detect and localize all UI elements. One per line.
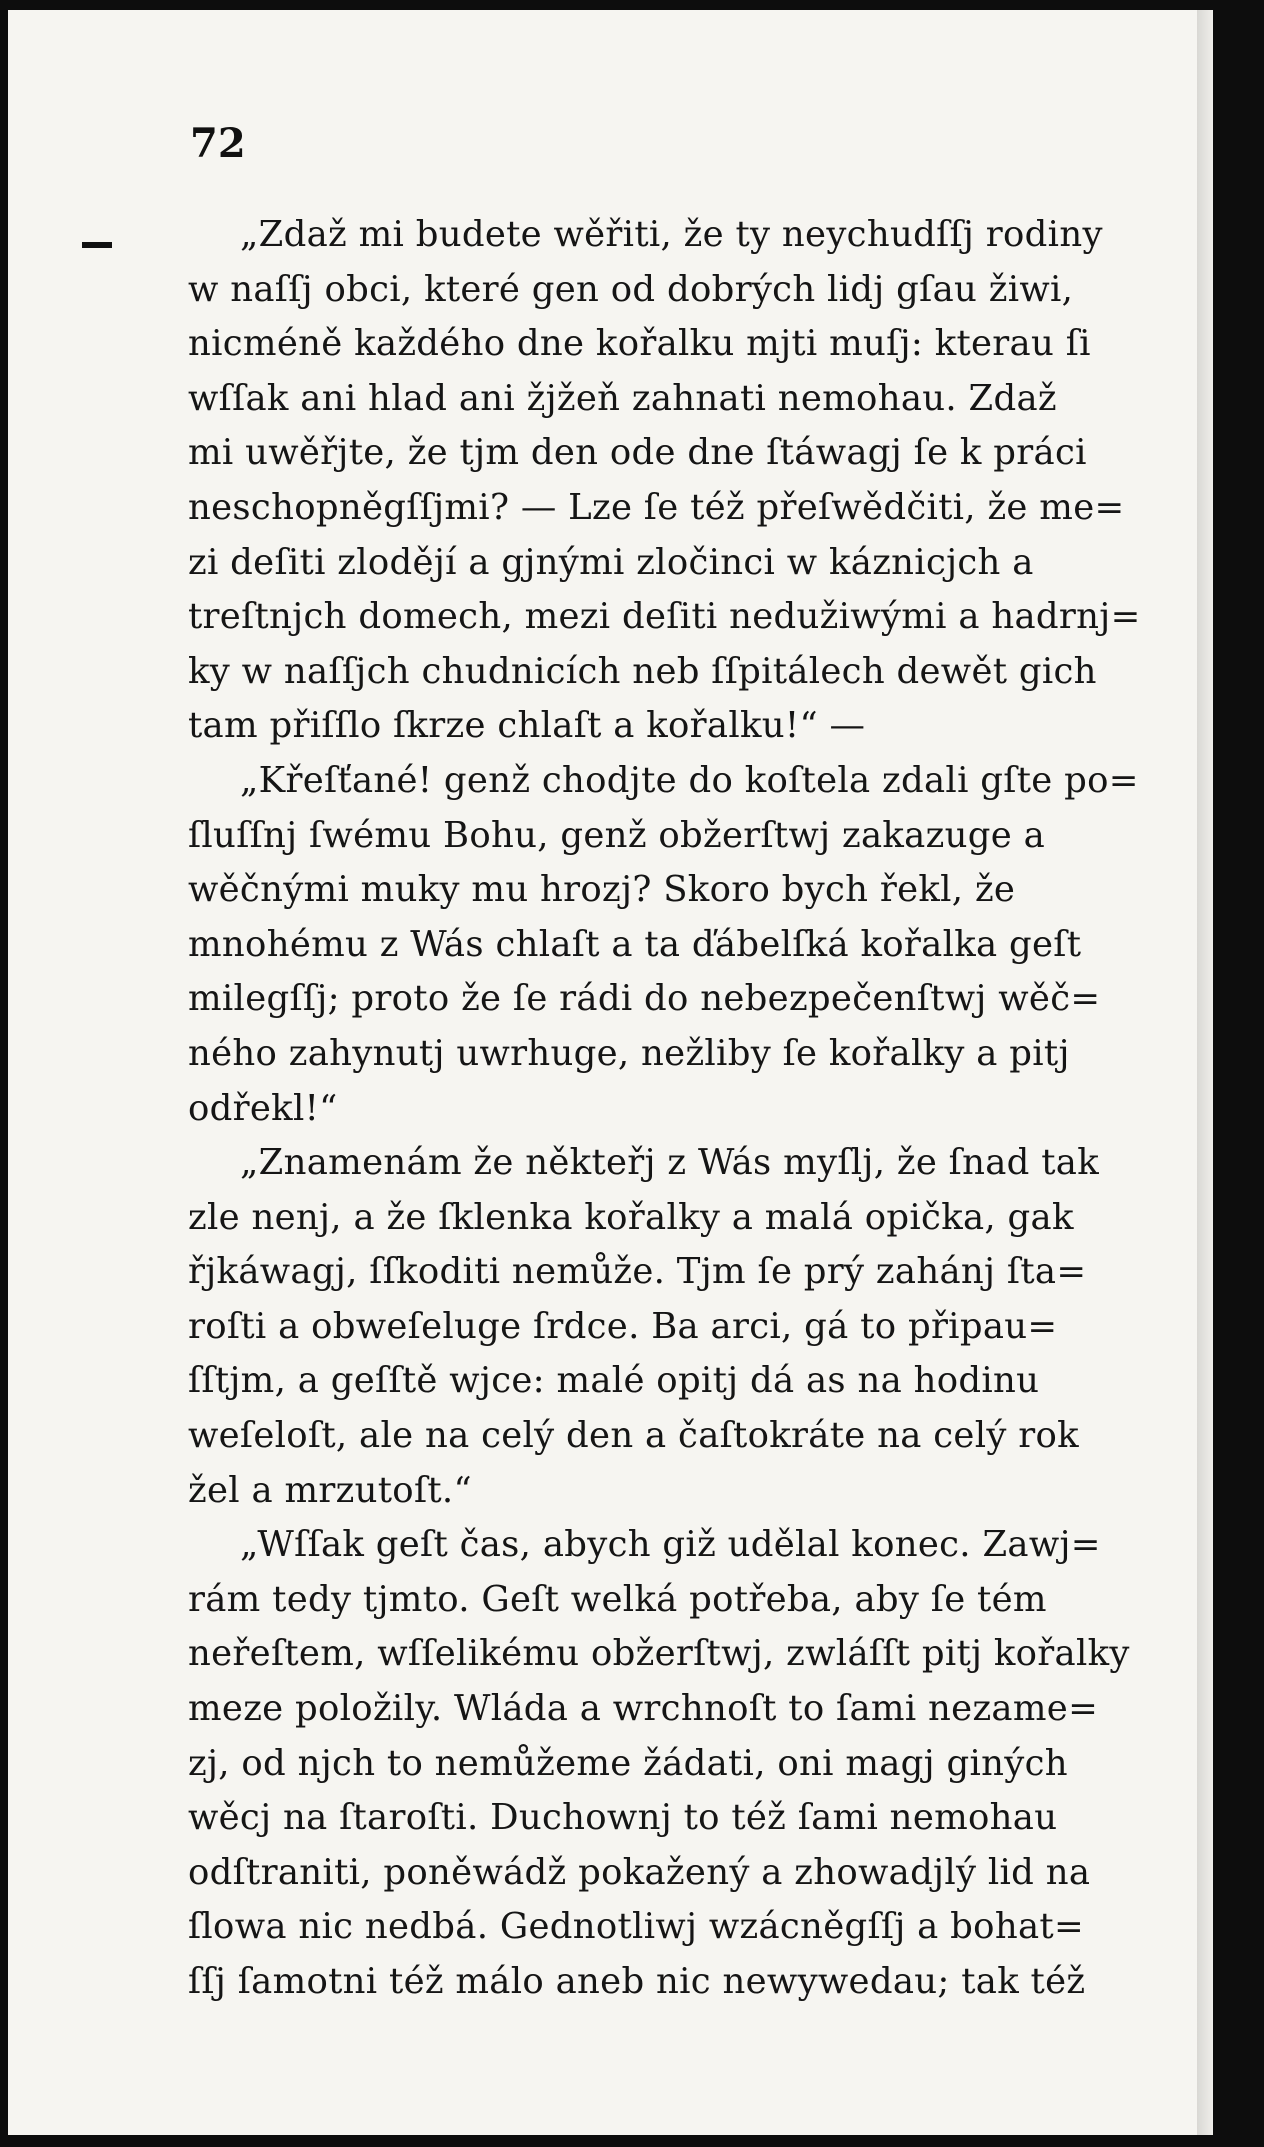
text-line: zle nenj, a že ſklenka kořalky a malá opička, gak bbox=[188, 1196, 1074, 1238]
text-line: nicméně každého dne kořalku mjti muſj: kterau ſi bbox=[188, 323, 1091, 365]
paragraph bbox=[188, 208, 1203, 754]
text-line: odſtraniti, poněwádž pokažený a zhowadjlý lid na bbox=[188, 1851, 1091, 1893]
paragraph bbox=[188, 1518, 1203, 2009]
text-line: zj, od njch to nemůžeme žádati, oni magj giných bbox=[188, 1742, 1068, 1784]
text-line: treſtnjch domech, mezi deſiti nedužiwými a hadrnj= bbox=[188, 596, 1141, 638]
text-line: weſeloſt, ale na celý den a čaſtokráte na celý rok bbox=[188, 1415, 1079, 1457]
paragraph bbox=[188, 754, 1203, 1136]
text-line: ſſtjm, a geſſtě wjce: malé opitj dá as na hodinu bbox=[188, 1360, 1040, 1402]
text-line: řjkáwagj, ſſkoditi nemůže. Tjm ſe prý zahánj ſta= bbox=[188, 1251, 1087, 1293]
text-line: mnohému z Wás chlaſt a ta ďábelſká kořalka geſt bbox=[188, 923, 1082, 965]
text-line: „Zdaž mi budete wěřiti, že ty neychudſſj rodiny bbox=[240, 214, 1103, 255]
book-page bbox=[8, 10, 1213, 2135]
text-line: žel a mrzutoſt.“ bbox=[188, 1469, 472, 1511]
text-line: tam přiſſlo ſkrze chlaſt a kořalku!“ — bbox=[188, 705, 866, 747]
text-line: ſlowa nic nedbá. Gednotliwj wzácněgſſj a bohat= bbox=[188, 1906, 1084, 1948]
text-line: roſti a obweſeluge ſrdce. Ba arci, gá to připau= bbox=[188, 1305, 1058, 1347]
text-line: ky w naſſjch chudnicích neb ſſpitálech dewět gich bbox=[188, 650, 1097, 692]
text-line: rám tedy tjmto. Geſt welká potřeba, aby ſe tém bbox=[188, 1578, 1047, 1620]
text-line: mi uwěřjte, že tjm den ode dne ſtáwagj ſe k práci bbox=[188, 432, 1087, 474]
text-line: ſſj ſamotni též málo aneb nic newywedau; tak též bbox=[188, 1961, 1086, 2002]
text-line: wſſak ani hlad ani žjžeň zahnati nemohau. Zdaž bbox=[188, 377, 1057, 419]
text-line: w naſſj obci, které gen od dobrých lidj gſau žiwi, bbox=[188, 268, 1074, 310]
page-number: 72 bbox=[190, 120, 246, 167]
text-line: milegſſj; proto že ſe rádi do nebezpečenſtwj wěč= bbox=[188, 978, 1101, 1020]
text-line: zi deſiti zlodějí a gjnými zločinci w káznicjch a bbox=[188, 541, 1034, 583]
text-line: odřekl!“ bbox=[188, 1087, 338, 1129]
text-line: neschopněgſſjmi? — Lze ſe též přeſwědčiti, že me= bbox=[188, 486, 1125, 528]
text-line: wěčnými muky mu hrozj? Skoro bych řekl, že bbox=[188, 869, 1016, 911]
text-line: neřeſtem, wſſelikému obžerſtwj, zwláſſt pitj kořalky bbox=[188, 1633, 1130, 1675]
text-line: „Křeſťané! genž chodjte do koſtela zdali gſte po= bbox=[240, 759, 1139, 801]
text-line: ſluſſnj ſwému Bohu, genž obžerſtwj zakazuge a bbox=[188, 814, 1046, 856]
text-line: „Znamenám že někteřj z Wás myſlj, že ſnad tak bbox=[240, 1142, 1099, 1184]
margin-dash-mark bbox=[82, 242, 112, 248]
paragraph bbox=[188, 1136, 1203, 1518]
text-body bbox=[188, 208, 1203, 2010]
text-line: „Wſſak geſt čas, abych giž udělal konec. Zawj= bbox=[240, 1524, 1101, 1566]
text-line: wěcj na ſtaroſti. Duchownj to též ſami nemohau bbox=[188, 1797, 1058, 1839]
text-line: ného zahynutj uwrhuge, nežliby ſe kořalky a pitj bbox=[188, 1032, 1070, 1074]
text-line: meze položily. Wláda a wrchnoſt to ſami nezame= bbox=[188, 1688, 1099, 1730]
